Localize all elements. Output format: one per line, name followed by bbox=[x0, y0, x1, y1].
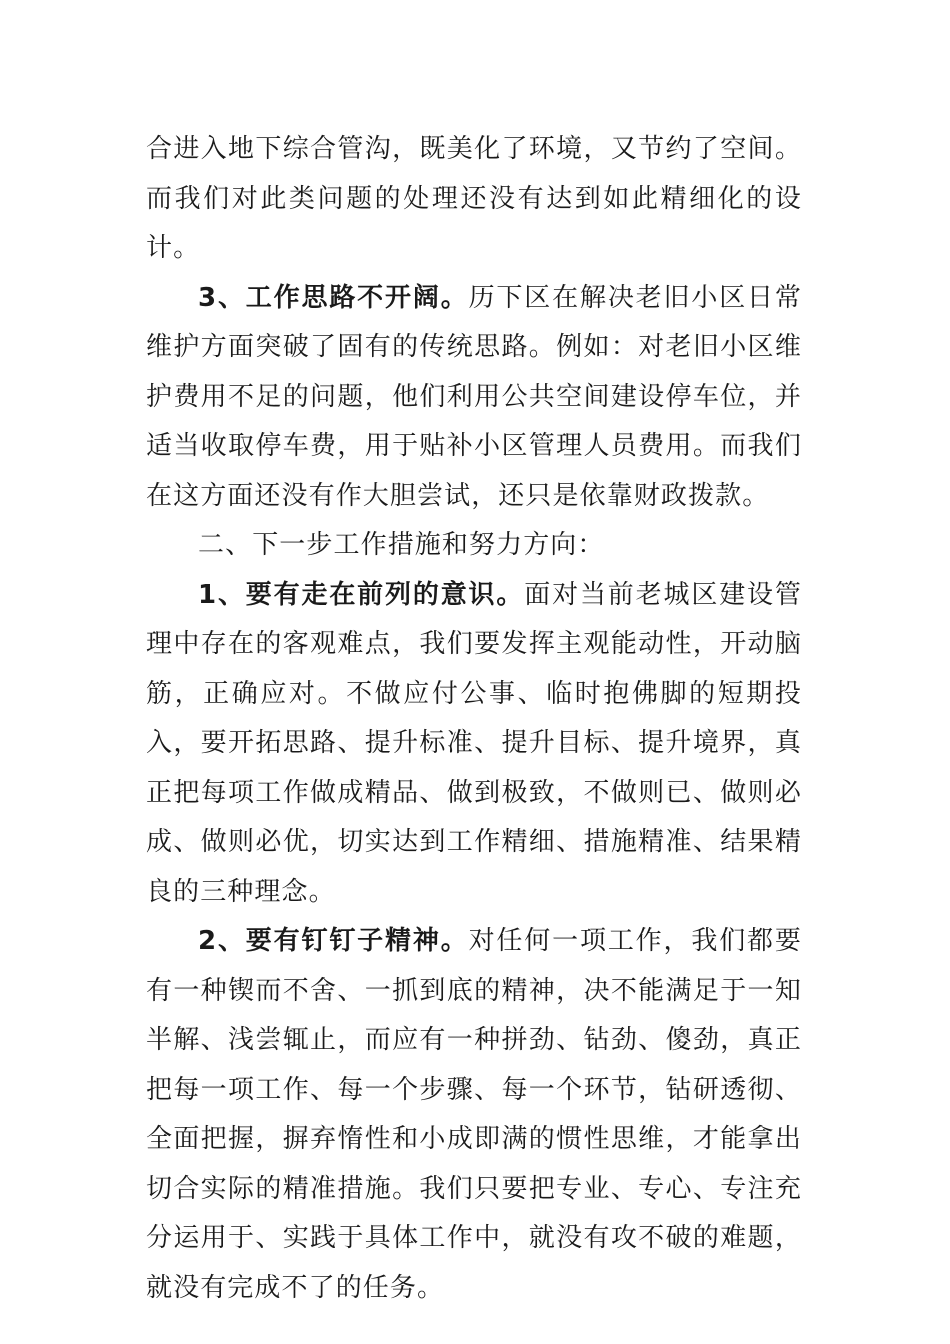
section-heading-text: 二、下一步工作措施和努力方向： bbox=[198, 530, 605, 560]
section-heading-next-steps bbox=[146, 521, 802, 571]
paragraph-lead-heading: 2、要有钉钉子精神。 bbox=[198, 926, 469, 956]
paragraph-nail-spirit bbox=[146, 917, 802, 1313]
paragraph-text: 合进入地下综合管沟，既美化了环境，又节约了空间。而我们对此类问题的处理还没有达到如此精细化的设计。 bbox=[146, 134, 802, 263]
paragraph-work-thinking bbox=[146, 274, 802, 522]
paragraph-lead-heading: 1、要有走在前列的意识。 bbox=[198, 579, 525, 610]
paragraph-leading-awareness bbox=[146, 571, 802, 918]
paragraph-lead-heading: 3、工作思路不开阔。 bbox=[198, 282, 469, 313]
paragraph-text: 历下区在解决老旧小区日常维护方面突破了固有的传统思路。例如：对老旧小区维护费用不足的问题，他们利用公共空间建设停车位，并适当收取停车费，用于贴补小区管理人员费用。而我们在这方面还没有作大胆尝试，还只是依靠财政拨款。 bbox=[146, 282, 803, 511]
document-body bbox=[146, 125, 802, 1313]
paragraph-text: 对任何一项工作，我们都要有一种锲而不舍、一抓到底的精神，决不能满足于一知半解、浅尝辄止，而应有一种拼劲、钻劲、傻劲，真正把每一项工作、每一个步骤、每一个环节，钻研透彻、全面把握，摒弃惰性和小成即满的惯性思维，才能拿出切合实际的精准措施。我们只要把专业、专心、专注充分运用于、实践于具体工作中，就没有攻不破的难题，就没有完成不了的任务。 bbox=[146, 926, 803, 1303]
paragraph-continuation bbox=[146, 125, 802, 274]
paragraph-text: 面对当前老城区建设管理中存在的客观难点，我们要发挥主观能动性，开动脑筋，正确应对。不做应付公事、临时抱佛脚的短期投入，要开拓思路、提升标准、提升目标、提升境界，真正把每项工作做成精品、做到极致，不做则已、做则必成、做则必优，切实达到工作精细、措施精准、结果精良的三种理念。 bbox=[146, 579, 802, 907]
